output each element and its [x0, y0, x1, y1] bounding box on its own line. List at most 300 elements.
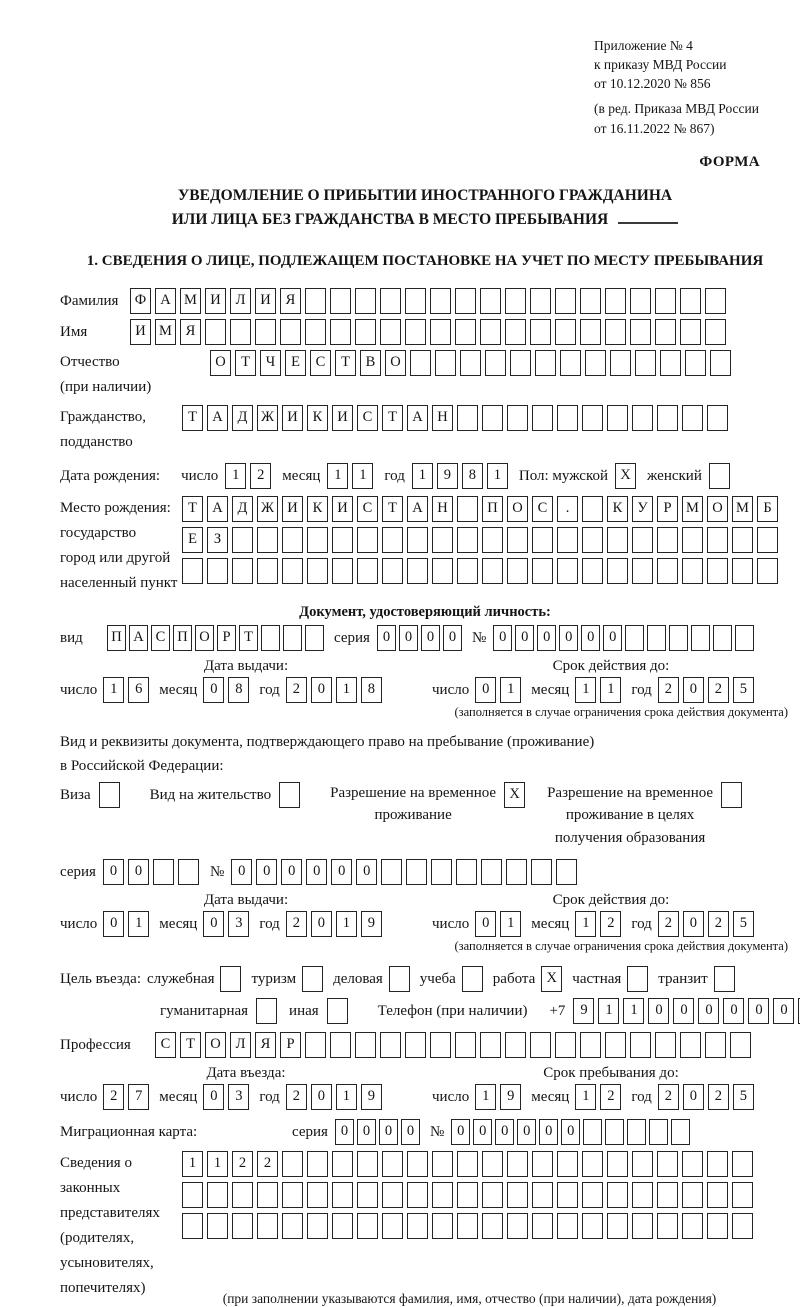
form-cell[interactable]: 2 [250, 463, 271, 489]
form-cell[interactable]: 5 [733, 911, 754, 937]
form-cell[interactable] [732, 1182, 753, 1208]
form-cell[interactable]: М [682, 496, 703, 522]
form-cell[interactable]: И [282, 496, 303, 522]
form-cell[interactable] [610, 350, 631, 376]
form-cell[interactable]: 1 [103, 677, 124, 703]
form-cell[interactable] [357, 1151, 378, 1177]
form-cell[interactable] [630, 288, 651, 314]
form-cell[interactable] [505, 288, 526, 314]
form-cell[interactable] [705, 319, 726, 345]
form-cell[interactable] [557, 1213, 578, 1239]
form-cell[interactable]: Я [180, 319, 201, 345]
form-cell[interactable] [432, 1213, 453, 1239]
form-cell[interactable]: 1 [336, 677, 357, 703]
form-cell[interactable] [632, 527, 653, 553]
form-cell[interactable] [582, 1213, 603, 1239]
form-cell[interactable] [682, 1182, 703, 1208]
form-cell[interactable]: 0 [495, 1119, 514, 1145]
form-cell[interactable]: Я [255, 1032, 276, 1058]
form-cell[interactable] [482, 1182, 503, 1208]
form-cell[interactable]: 0 [475, 677, 496, 703]
form-cell[interactable]: 0 [399, 625, 418, 651]
form-cell[interactable]: 0 [475, 911, 496, 937]
form-cell[interactable]: 2 [658, 677, 679, 703]
form-cell[interactable] [732, 527, 753, 553]
form-cell[interactable]: 1 [623, 998, 644, 1024]
form-cell[interactable] [669, 625, 688, 651]
form-cell[interactable] [302, 966, 323, 992]
form-cell[interactable]: 0 [559, 625, 578, 651]
form-cell[interactable]: Д [232, 405, 253, 431]
form-cell[interactable] [406, 859, 427, 885]
form-cell[interactable] [457, 405, 478, 431]
form-cell[interactable]: 0 [103, 911, 124, 937]
form-cell[interactable] [332, 558, 353, 584]
form-cell[interactable] [282, 1151, 303, 1177]
form-cell[interactable] [530, 1032, 551, 1058]
form-cell[interactable] [182, 558, 203, 584]
form-cell[interactable]: 1 [225, 463, 246, 489]
form-cell[interactable] [707, 1213, 728, 1239]
form-cell[interactable]: 2 [286, 1084, 307, 1110]
form-cell[interactable]: 0 [335, 1119, 354, 1145]
form-cell[interactable]: 0 [723, 998, 744, 1024]
form-cell[interactable]: 0 [603, 625, 622, 651]
form-cell[interactable] [182, 1213, 203, 1239]
form-cell[interactable] [482, 1213, 503, 1239]
form-cell[interactable] [735, 625, 754, 651]
form-cell[interactable]: Т [382, 496, 403, 522]
form-cell[interactable] [462, 966, 483, 992]
form-cell[interactable] [532, 1182, 553, 1208]
form-cell[interactable] [485, 350, 506, 376]
form-cell[interactable] [330, 1032, 351, 1058]
form-cell[interactable] [207, 1182, 228, 1208]
form-cell[interactable] [380, 1032, 401, 1058]
form-cell[interactable] [532, 527, 553, 553]
form-cell[interactable] [657, 1182, 678, 1208]
form-cell[interactable]: X [504, 782, 525, 808]
purpose-transit-checkbox[interactable] [714, 966, 739, 992]
form-cell[interactable] [430, 288, 451, 314]
form-cell[interactable]: С [310, 350, 331, 376]
form-cell[interactable]: Н [432, 405, 453, 431]
form-cell[interactable] [530, 319, 551, 345]
form-cell[interactable] [460, 350, 481, 376]
form-cell[interactable] [607, 1182, 628, 1208]
form-cell[interactable]: 0 [473, 1119, 492, 1145]
form-cell[interactable]: 0 [357, 1119, 376, 1145]
form-cell[interactable] [279, 782, 300, 808]
form-cell[interactable] [507, 405, 528, 431]
form-cell[interactable] [580, 1032, 601, 1058]
form-cell[interactable] [660, 350, 681, 376]
form-cell[interactable] [707, 558, 728, 584]
form-cell[interactable] [432, 1151, 453, 1177]
form-cell[interactable]: 2 [232, 1151, 253, 1177]
form-cell[interactable] [332, 1151, 353, 1177]
form-cell[interactable] [607, 558, 628, 584]
form-cell[interactable]: 1 [575, 677, 596, 703]
purpose-official-checkbox[interactable] [220, 966, 245, 992]
form-cell[interactable] [557, 405, 578, 431]
form-cell[interactable] [455, 319, 476, 345]
form-cell[interactable]: У [632, 496, 653, 522]
form-cell[interactable]: 1 [475, 1084, 496, 1110]
purpose-humanitarian-checkbox[interactable] [256, 998, 281, 1024]
form-cell[interactable]: 2 [600, 911, 621, 937]
form-cell[interactable] [410, 350, 431, 376]
form-cell[interactable]: И [130, 319, 151, 345]
form-cell[interactable]: 0 [203, 911, 224, 937]
form-cell[interactable] [355, 319, 376, 345]
form-cell[interactable] [647, 625, 666, 651]
form-cell[interactable]: П [173, 625, 192, 651]
form-cell[interactable] [380, 288, 401, 314]
form-cell[interactable] [732, 1151, 753, 1177]
form-cell[interactable] [407, 1151, 428, 1177]
form-cell[interactable]: К [307, 405, 328, 431]
form-cell[interactable] [305, 319, 326, 345]
form-cell[interactable] [607, 1213, 628, 1239]
form-cell[interactable] [220, 966, 241, 992]
form-cell[interactable]: П [482, 496, 503, 522]
purpose-business-checkbox[interactable] [389, 966, 414, 992]
form-cell[interactable]: 9 [361, 1084, 382, 1110]
form-cell[interactable] [430, 1032, 451, 1058]
form-cell[interactable] [457, 496, 478, 522]
form-cell[interactable] [355, 288, 376, 314]
form-cell[interactable] [707, 527, 728, 553]
form-cell[interactable] [382, 1213, 403, 1239]
form-cell[interactable] [705, 288, 726, 314]
form-cell[interactable]: 2 [708, 1084, 729, 1110]
form-cell[interactable] [230, 319, 251, 345]
form-cell[interactable] [671, 1119, 690, 1145]
form-cell[interactable] [207, 1213, 228, 1239]
visa-checkbox[interactable] [99, 782, 124, 808]
form-cell[interactable]: 0 [401, 1119, 420, 1145]
form-cell[interactable]: И [255, 288, 276, 314]
form-cell[interactable]: И [332, 496, 353, 522]
form-cell[interactable] [457, 558, 478, 584]
form-cell[interactable] [605, 288, 626, 314]
form-cell[interactable]: 5 [733, 1084, 754, 1110]
form-cell[interactable] [535, 350, 556, 376]
form-cell[interactable] [632, 558, 653, 584]
form-cell[interactable]: И [282, 405, 303, 431]
form-cell[interactable]: В [360, 350, 381, 376]
form-cell[interactable]: 0 [537, 625, 556, 651]
form-cell[interactable]: 0 [421, 625, 440, 651]
form-cell[interactable] [555, 319, 576, 345]
form-cell[interactable] [307, 527, 328, 553]
form-cell[interactable] [232, 558, 253, 584]
form-cell[interactable] [657, 1213, 678, 1239]
form-cell[interactable]: 2 [708, 677, 729, 703]
form-cell[interactable] [506, 859, 527, 885]
form-cell[interactable] [481, 859, 502, 885]
form-cell[interactable]: 1 [598, 998, 619, 1024]
form-cell[interactable] [707, 1151, 728, 1177]
form-cell[interactable] [261, 625, 280, 651]
form-cell[interactable] [730, 1032, 751, 1058]
form-cell[interactable] [557, 1182, 578, 1208]
form-cell[interactable]: 2 [658, 911, 679, 937]
form-cell[interactable] [532, 1151, 553, 1177]
form-cell[interactable] [282, 558, 303, 584]
form-cell[interactable]: 0 [306, 859, 327, 885]
form-cell[interactable] [555, 1032, 576, 1058]
form-cell[interactable] [625, 625, 644, 651]
form-cell[interactable] [680, 288, 701, 314]
form-cell[interactable] [380, 319, 401, 345]
form-cell[interactable] [632, 1151, 653, 1177]
form-cell[interactable] [153, 859, 174, 885]
form-cell[interactable]: 1 [182, 1151, 203, 1177]
form-cell[interactable] [627, 1119, 646, 1145]
form-cell[interactable]: 0 [377, 625, 396, 651]
form-cell[interactable]: 1 [412, 463, 433, 489]
form-cell[interactable]: М [732, 496, 753, 522]
form-cell[interactable] [607, 405, 628, 431]
form-cell[interactable] [530, 288, 551, 314]
form-cell[interactable]: 0 [256, 859, 277, 885]
form-cell[interactable]: О [707, 496, 728, 522]
form-cell[interactable] [99, 782, 120, 808]
form-cell[interactable] [560, 350, 581, 376]
form-cell[interactable]: К [607, 496, 628, 522]
form-cell[interactable] [657, 527, 678, 553]
form-cell[interactable] [680, 1032, 701, 1058]
temp-residence-education-checkbox[interactable] [721, 782, 746, 808]
form-cell[interactable] [280, 319, 301, 345]
form-cell[interactable]: 0 [281, 859, 302, 885]
form-cell[interactable]: 1 [575, 911, 596, 937]
form-cell[interactable] [691, 625, 710, 651]
form-cell[interactable] [330, 319, 351, 345]
form-cell[interactable] [382, 1151, 403, 1177]
form-cell[interactable] [721, 782, 742, 808]
form-cell[interactable] [282, 1213, 303, 1239]
form-cell[interactable] [605, 319, 626, 345]
form-cell[interactable]: К [307, 496, 328, 522]
form-cell[interactable]: С [357, 496, 378, 522]
form-cell[interactable]: X [615, 463, 636, 489]
form-cell[interactable] [178, 859, 199, 885]
form-cell[interactable]: Р [217, 625, 236, 651]
form-cell[interactable]: 0 [379, 1119, 398, 1145]
form-cell[interactable] [480, 1032, 501, 1058]
form-cell[interactable]: 0 [581, 625, 600, 651]
form-cell[interactable] [649, 1119, 668, 1145]
form-cell[interactable] [507, 1151, 528, 1177]
form-cell[interactable] [632, 1182, 653, 1208]
form-cell[interactable]: 0 [773, 998, 794, 1024]
form-cell[interactable] [630, 319, 651, 345]
form-cell[interactable] [583, 1119, 602, 1145]
form-cell[interactable]: 8 [462, 463, 483, 489]
form-cell[interactable]: 1 [487, 463, 508, 489]
form-cell[interactable]: 1 [128, 911, 149, 937]
form-cell[interactable]: Н [432, 496, 453, 522]
form-cell[interactable]: 0 [311, 677, 332, 703]
form-cell[interactable]: 0 [748, 998, 769, 1024]
form-cell[interactable]: 6 [128, 677, 149, 703]
form-cell[interactable] [627, 966, 648, 992]
form-cell[interactable] [605, 1119, 624, 1145]
form-cell[interactable]: 0 [356, 859, 377, 885]
form-cell[interactable] [431, 859, 452, 885]
form-cell[interactable] [305, 1032, 326, 1058]
form-cell[interactable]: Т [335, 350, 356, 376]
form-cell[interactable] [714, 966, 735, 992]
form-cell[interactable]: С [151, 625, 170, 651]
temp-residence-checkbox[interactable] [504, 782, 529, 808]
form-cell[interactable] [232, 1213, 253, 1239]
form-cell[interactable]: О [385, 350, 406, 376]
form-cell[interactable]: 1 [600, 677, 621, 703]
form-cell[interactable] [307, 558, 328, 584]
form-cell[interactable]: А [407, 496, 428, 522]
form-cell[interactable] [635, 350, 656, 376]
form-cell[interactable] [405, 319, 426, 345]
form-cell[interactable] [655, 319, 676, 345]
form-cell[interactable]: Я [280, 288, 301, 314]
form-cell[interactable] [232, 1182, 253, 1208]
form-cell[interactable] [435, 350, 456, 376]
form-cell[interactable]: 0 [331, 859, 352, 885]
form-cell[interactable]: 9 [361, 911, 382, 937]
form-cell[interactable]: 1 [336, 911, 357, 937]
form-cell[interactable]: 8 [361, 677, 382, 703]
form-cell[interactable]: 0 [231, 859, 252, 885]
form-cell[interactable] [257, 1182, 278, 1208]
form-cell[interactable]: 1 [207, 1151, 228, 1177]
form-cell[interactable]: 2 [658, 1084, 679, 1110]
residence-permit-checkbox[interactable] [279, 782, 304, 808]
purpose-work-checkbox[interactable] [541, 966, 566, 992]
form-cell[interactable] [532, 405, 553, 431]
form-cell[interactable] [457, 527, 478, 553]
form-cell[interactable] [407, 1182, 428, 1208]
form-cell[interactable] [482, 558, 503, 584]
form-cell[interactable]: 0 [561, 1119, 580, 1145]
form-cell[interactable]: Т [382, 405, 403, 431]
form-cell[interactable] [580, 288, 601, 314]
form-cell[interactable] [757, 527, 778, 553]
form-cell[interactable] [532, 1213, 553, 1239]
form-cell[interactable]: 0 [683, 677, 704, 703]
form-cell[interactable] [709, 463, 730, 489]
form-cell[interactable] [255, 319, 276, 345]
form-cell[interactable] [532, 558, 553, 584]
form-cell[interactable] [507, 527, 528, 553]
form-cell[interactable] [531, 859, 552, 885]
form-cell[interactable]: Ж [257, 496, 278, 522]
form-cell[interactable] [582, 405, 603, 431]
form-cell[interactable]: 0 [683, 1084, 704, 1110]
form-cell[interactable] [607, 1151, 628, 1177]
form-cell[interactable]: 5 [733, 677, 754, 703]
form-cell[interactable] [256, 998, 277, 1024]
form-cell[interactable] [407, 527, 428, 553]
form-cell[interactable]: Б [757, 496, 778, 522]
form-cell[interactable] [557, 527, 578, 553]
form-cell[interactable] [632, 405, 653, 431]
form-cell[interactable] [257, 527, 278, 553]
form-cell[interactable] [607, 527, 628, 553]
form-cell[interactable]: 7 [128, 1084, 149, 1110]
form-cell[interactable]: 2 [286, 911, 307, 937]
form-cell[interactable]: 0 [673, 998, 694, 1024]
form-cell[interactable] [432, 527, 453, 553]
purpose-private-checkbox[interactable] [627, 966, 652, 992]
form-cell[interactable]: Л [230, 288, 251, 314]
form-cell[interactable] [305, 288, 326, 314]
form-cell[interactable] [405, 288, 426, 314]
form-cell[interactable] [305, 625, 324, 651]
form-cell[interactable] [430, 319, 451, 345]
form-cell[interactable] [682, 527, 703, 553]
form-cell[interactable] [582, 496, 603, 522]
form-cell[interactable] [505, 319, 526, 345]
form-cell[interactable] [682, 1151, 703, 1177]
form-cell[interactable] [232, 527, 253, 553]
form-cell[interactable]: М [180, 288, 201, 314]
form-cell[interactable] [357, 527, 378, 553]
purpose-other-checkbox[interactable] [327, 998, 352, 1024]
form-cell[interactable]: О [210, 350, 231, 376]
form-cell[interactable]: О [205, 1032, 226, 1058]
form-cell[interactable] [557, 558, 578, 584]
form-cell[interactable] [457, 1151, 478, 1177]
form-cell[interactable] [382, 1182, 403, 1208]
form-cell[interactable] [585, 350, 606, 376]
form-cell[interactable]: А [207, 405, 228, 431]
form-cell[interactable]: 9 [437, 463, 458, 489]
form-cell[interactable]: С [532, 496, 553, 522]
form-cell[interactable]: А [155, 288, 176, 314]
form-cell[interactable] [480, 319, 501, 345]
form-cell[interactable]: Т [180, 1032, 201, 1058]
form-cell[interactable] [283, 625, 302, 651]
form-cell[interactable]: 0 [683, 911, 704, 937]
form-cell[interactable] [432, 1182, 453, 1208]
form-cell[interactable] [330, 288, 351, 314]
form-cell[interactable] [389, 966, 410, 992]
form-cell[interactable] [482, 405, 503, 431]
form-cell[interactable] [257, 558, 278, 584]
form-cell[interactable] [457, 1213, 478, 1239]
form-cell[interactable] [605, 1032, 626, 1058]
form-cell[interactable]: 0 [103, 859, 124, 885]
form-cell[interactable]: С [155, 1032, 176, 1058]
form-cell[interactable] [480, 288, 501, 314]
form-cell[interactable] [582, 558, 603, 584]
form-cell[interactable]: И [205, 288, 226, 314]
form-cell[interactable]: 0 [515, 625, 534, 651]
form-cell[interactable]: О [507, 496, 528, 522]
sex-male-checkbox[interactable] [615, 463, 640, 489]
form-cell[interactable]: 1 [336, 1084, 357, 1110]
form-cell[interactable]: 0 [443, 625, 462, 651]
form-cell[interactable]: 2 [257, 1151, 278, 1177]
form-cell[interactable] [705, 1032, 726, 1058]
form-cell[interactable]: О [195, 625, 214, 651]
form-cell[interactable]: 0 [203, 677, 224, 703]
form-cell[interactable] [556, 859, 577, 885]
